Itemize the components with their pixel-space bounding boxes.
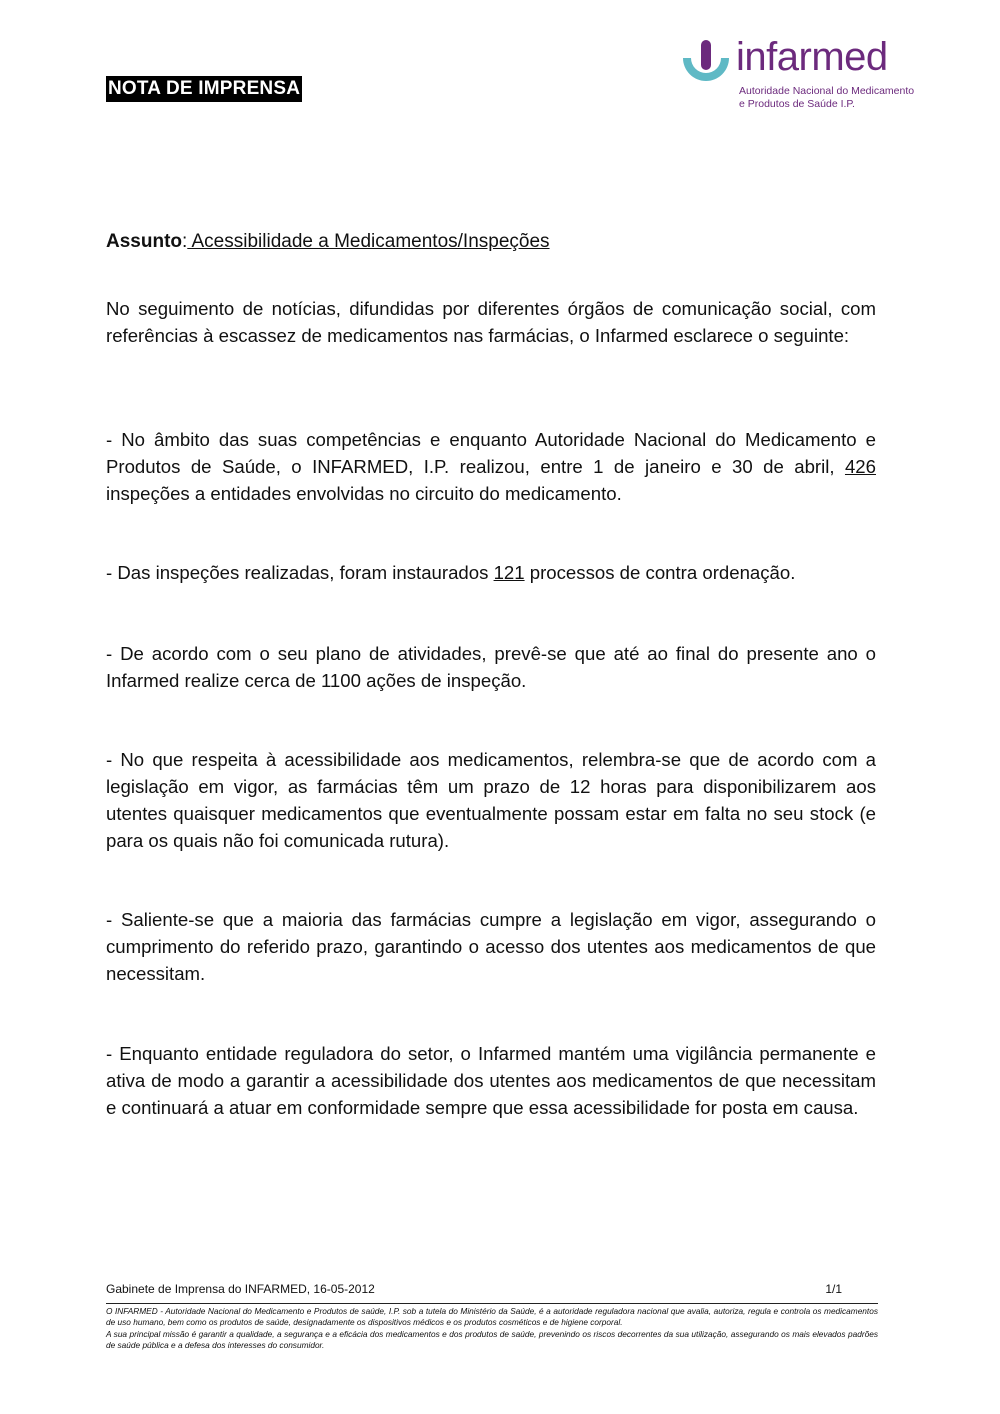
footer-divider [106,1303,878,1304]
subject-label: Assunto [106,231,182,252]
point-proceedings [106,559,876,586]
point-inspections-text-after: inspeções a entidades envolvidas no circuito do medicamento. [106,483,622,504]
logo-subtitle-line-2: e Produtos de Saúde I.P. [739,98,855,110]
intro-paragraph: No seguimento de notícias, difundidas por diferentes órgãos de comunicação social, com referências à escassez de medicamentos nas farmácias, o Infarmed esclarece o seguinte: [106,298,876,346]
subject-separator: : [182,231,188,252]
subject-line [106,229,550,255]
logo-wordmark: infarmed [736,35,888,79]
point-proceedings-text-after: processos de contra ordenação. [524,562,796,583]
footer-office: Gabinete de Imprensa do INFARMED, 16-05-2012 [106,1282,375,1296]
footer-note-1: O INFARMED - Autoridade Nacional do Medicamento e Produtos de saúde, I.P. sob a tutela do Ministério da Saúde, é a autoridade reguladora nacional que avalia, autoriza, regula e controla os medicamentos de uso humano, bem como os produtos de saúde, designadamente os dispositivos médicos e os produtos cosméticos e de higiene corporal. [106,1306,878,1328]
inspections-count: 426 [844,456,876,477]
point-proceedings-text-before: - Das inspeções realizadas, foram instaurados [106,562,494,583]
infarmed-logo-mark [680,38,732,94]
infarmed-logo [680,35,915,114]
point-activity-plan: - De acordo com o seu plano de atividades, prevê-se que até ao final do presente ano o Infarmed realize cerca de 1100 ações de inspeção. [106,643,876,691]
subject-text: Acessibilidade a Medicamentos/Inspeções [187,231,550,252]
point-compliance: - Saliente-se que a maioria das farmácias cumpre a legislação em vigor, assegurando o cumprimento do referido prazo, garantindo o acesso dos utentes aos medicamentos de que necessitam. [106,909,876,984]
logo-subtitle [739,85,914,111]
logo-subtitle-line-1: Autoridade Nacional do Medicamento [739,85,915,97]
footer-info [106,1281,842,1297]
point-inspections-text-before: - No âmbito das suas competências e enquanto Autoridade Nacional do Medicamento e Produtos de Saúde, o INFARMED, I.P. realizou, entre 1 de janeiro e 30 de abril, [106,429,876,477]
point-inspections [106,426,876,507]
point-surveillance: - Enquanto entidade reguladora do setor, o Infarmed mantém uma vigilância permanente e ativa de modo a garantir a acessibilidade dos utentes aos medicamentos de que necessitam e continuará a atuar em conformidade sempre que essa acessibilidade for posta em causa. [106,1043,876,1118]
proceedings-count: 121 [493,562,525,583]
page-number: 1/1 [825,1282,842,1296]
press-release-label: NOTA DE IMPRENSA [106,76,302,102]
point-accessibility: - No que respeita à acessibilidade aos medicamentos, relembra-se que de acordo com a legislação em vigor, as farmácias têm um prazo de 12 horas para disponibilizarem aos utentes quaisquer medicamentos que eventualmente possam estar em falta no seu stock (e para os quais não foi comunicada rutura). [106,749,876,851]
footer-note-2: A sua principal missão é garantir a qualidade, a segurança e a eficácia dos medicamentos e dos produtos de saúde, prevenindo os riscos decorrentes da sua utilização, assegurando os mais elevados padrões de saúde pública e a defesa dos interesses do consumidor. [106,1328,878,1351]
footer-note [106,1306,878,1352]
